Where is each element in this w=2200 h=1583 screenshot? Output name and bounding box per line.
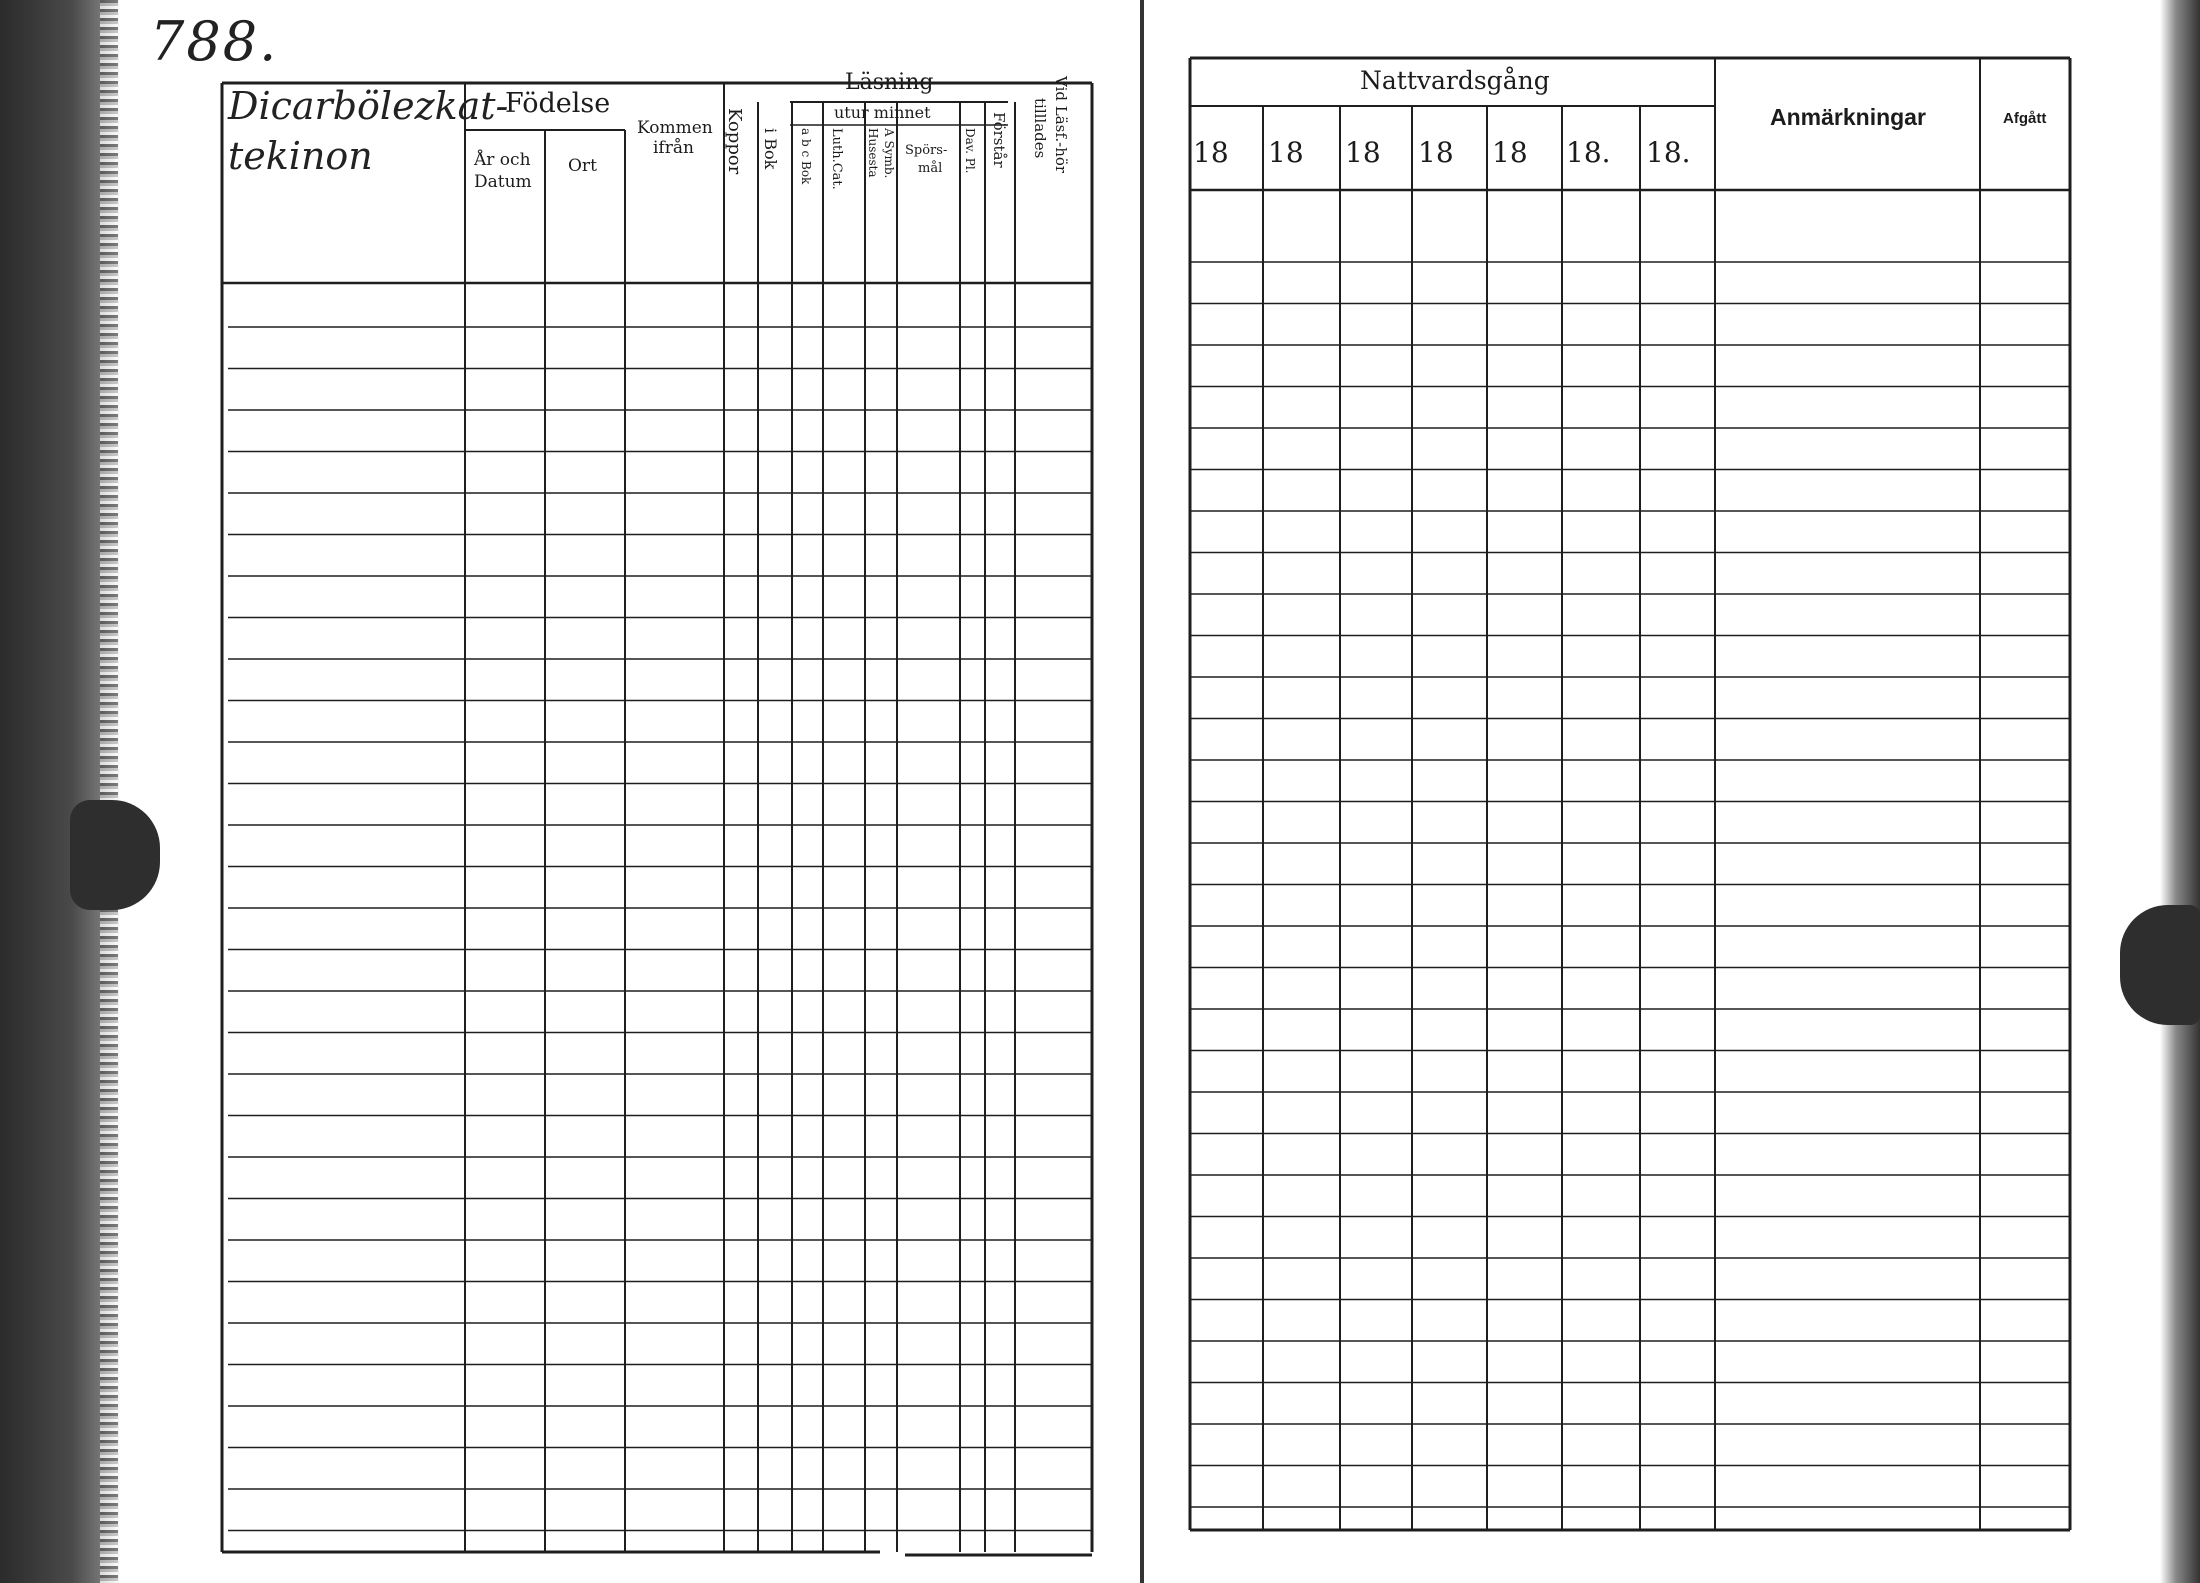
handwritten-heading-line2: tekinon — [228, 134, 373, 178]
handwritten-heading-line1: Dicarbölezkat- — [228, 84, 509, 128]
header-ar-och: År och — [474, 150, 531, 170]
year-label-3: 18 — [1345, 136, 1381, 169]
year-label-5: 18 — [1492, 136, 1528, 169]
header-anmarkningar: Anmärkningar — [1770, 104, 1926, 130]
header-sporsmal-1: Spörs- — [905, 143, 948, 158]
header-lasning: Läsning — [845, 70, 934, 95]
header-forstar: Förstår — [990, 112, 1008, 168]
header-dav-pl: Dav. Pl. — [963, 128, 977, 174]
header-luth-cat: Luth.Cat. — [829, 128, 844, 190]
year-label-1: 18 — [1193, 136, 1229, 169]
header-sporsmal-2: mål — [918, 161, 943, 176]
header-ifran: ifrån — [653, 138, 694, 158]
header-i-bok: i Bok — [761, 128, 780, 170]
header-utur-minnet: utur minnet — [834, 103, 931, 122]
header-vid-laseforhor: Vid Läsf.-hör — [1052, 76, 1070, 174]
year-label-6: 18. — [1566, 136, 1611, 169]
header-afgatt: Afgått — [2003, 110, 2047, 127]
header-ort: Ort — [568, 156, 597, 176]
header-tillades: tilllades — [1031, 98, 1049, 159]
header-kommen: Kommen — [637, 118, 713, 138]
header-a-symb: A Symb. — [882, 128, 896, 179]
header-abc-bok: a b c Bok — [799, 128, 813, 185]
year-label-7: 18. — [1646, 136, 1691, 169]
header-fodelse: Födelse — [505, 88, 611, 119]
header-datum: Datum — [474, 172, 532, 192]
header-nattvardsgang: Nattvardsgång — [1360, 66, 1550, 95]
year-label-2: 18 — [1268, 136, 1304, 169]
year-label-4: 18 — [1418, 136, 1454, 169]
header-koppor: Koppor — [724, 108, 745, 175]
header-husesta: Husesta — [866, 128, 880, 178]
folio-number: 788. — [150, 10, 279, 73]
